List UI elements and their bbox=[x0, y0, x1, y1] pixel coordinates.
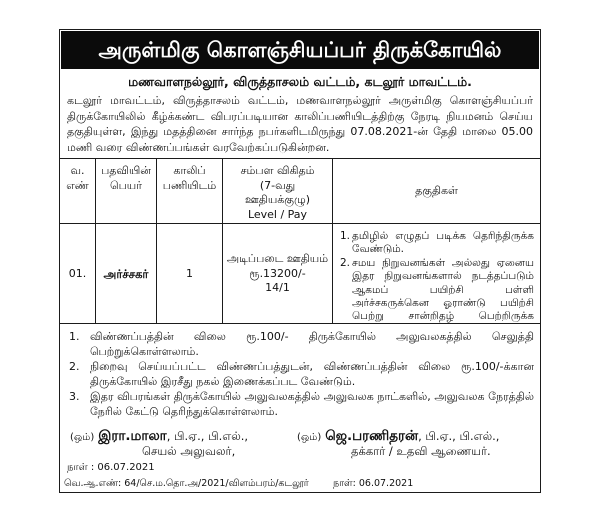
qualification-number: 1. bbox=[340, 230, 351, 242]
note-number: 1. bbox=[69, 330, 80, 343]
row-post-name: அர்ச்சகர் bbox=[96, 224, 157, 324]
note-text: நிறைவு செய்யப்பட்ட விண்ணப்பத்துடன், விண்ணப்பத்தின் விலை ரூ.100/-க்கான திருக்கோயில் இரசீது நகல் இணைக்கப்பட வேண்டும். bbox=[90, 360, 534, 388]
intro-paragraph: கடலூர் மாவட்டம், விருத்தாசலம் வட்டம், மணவாளநல்லூர் அருள்மிகு கொளஞ்சியப்பர் திருக்கோயிலில் கீழ்க்கண்ட விபரப்படியான காலிப்பணியிடத்திற்கு நேரடி நியமனம் செய்ய தகுதியுள்ள, இந்து மதத்தினை சார்ந்த நபர்களிடமிருந்து 07.08.2021-ன் தேதி மாலை 05.00 மணி வரை விண்ணப்பங்கள் வரவேற்கப்படுகின்றன. bbox=[67, 94, 533, 154]
note-item bbox=[66, 390, 534, 420]
issue-date: நாள் : 06.07.2021 bbox=[67, 462, 155, 473]
header-serial-number: வ. எண் bbox=[60, 159, 96, 224]
row-vacancy-count: 1 bbox=[157, 224, 223, 324]
header-pay-level-label: Level / Pay bbox=[247, 207, 308, 221]
row-pay-level: 14/1 bbox=[265, 281, 290, 295]
note-item bbox=[66, 330, 534, 360]
qualification-text: சமய நிறுவனங்கள் அல்லது ஏனைய இதர நிறுவனங்களால் நடத்தப்படும் ஆகமப் பயிற்சி பள்ளி அர்ச்சகருக்கென ஓராண்டு பயிற்சி பெற்று சான்றிதழ் பெற்றிருக்க bbox=[352, 256, 534, 323]
row-serial-number: 01. bbox=[60, 224, 96, 324]
note-item bbox=[66, 360, 534, 390]
signatory-name-line bbox=[70, 426, 288, 444]
row-pay-block bbox=[227, 252, 328, 296]
header-post-name: பதவியின் பெயர் bbox=[96, 159, 157, 224]
row-pay-label: அடிப்படை ஊதியம் bbox=[226, 252, 329, 266]
signatory-degrees: , பி.ஏ., பி.எல்., bbox=[166, 429, 249, 443]
note-number: 2. bbox=[69, 360, 80, 373]
qualification-item bbox=[340, 230, 534, 257]
row-qualifications bbox=[333, 224, 540, 324]
header-qualifications: தகுதிகள் bbox=[333, 159, 540, 224]
row-pay-scale bbox=[223, 224, 333, 324]
temple-address: மணவாளநல்லூர், விருத்தாசலம் வட்டம், கடலூர் மாவட்டம். bbox=[128, 74, 472, 89]
qualification-number: 2. bbox=[340, 256, 351, 269]
signatory-designation: செயல் அலுவலர், bbox=[142, 444, 236, 458]
signatory-name-line bbox=[297, 426, 535, 444]
signatory-assistant-commissioner bbox=[297, 426, 535, 460]
signatory-prefix: (ஒம்) bbox=[297, 432, 322, 443]
header-pay-title: சம்பள விகிதம் bbox=[240, 164, 315, 177]
signatory-degrees: , பி.ஏ., பி.எல்., bbox=[418, 429, 500, 443]
advertisement-reference-number: வெ.ஆ.எண்: 64/செ.ம.தொ.அ/2021/விளம்பரம்/கடலூர் bbox=[64, 478, 309, 489]
qualification-item bbox=[340, 257, 534, 324]
temple-title-banner: அருள்மிகு கொளஞ்சியப்பர் திருக்கோயில் bbox=[61, 31, 539, 69]
header-vacancy-count: காலிப் பணியிடம் bbox=[157, 159, 223, 224]
qualification-text: தமிழில் எழுதப் படிக்க தெரிந்திருக்க வேண்டும். bbox=[352, 230, 534, 256]
signatory-designation: தக்கார் / உதவி ஆணையர். bbox=[351, 444, 491, 458]
note-text: இதர விபரங்கள் திருக்கோயில் அலுவலகத்தில் அலுவலக நாட்களில், அலுவலக நேரத்தில் நேரில் கேட்டு தெரிந்துக்கொள்ளலாம். bbox=[90, 390, 534, 418]
signatory-prefix: (ஒம்) bbox=[70, 432, 95, 443]
signatory-name: ஜெ.பரணிதரன் bbox=[325, 428, 419, 444]
advertisement-reference-date: நாள்: 06.07.2021 bbox=[333, 478, 414, 489]
signatory-executive-officer bbox=[70, 426, 288, 460]
note-number: 3. bbox=[69, 390, 80, 403]
note-text: விண்ணப்பத்தின் விலை ரூ.100/- திருக்கோயில் அலுவலகத்தில் செலுத்தி பெற்றுக்கொள்ளலாம். bbox=[90, 330, 534, 358]
signatory-name: இரா.மாலா bbox=[98, 428, 167, 444]
header-pay-commission: (7-வது ஊதியக்குழு) bbox=[244, 178, 311, 206]
header-pay-scale bbox=[223, 159, 333, 224]
row-pay-amount: ரூ.13200/- bbox=[249, 266, 306, 280]
vacancy-table bbox=[60, 158, 540, 324]
